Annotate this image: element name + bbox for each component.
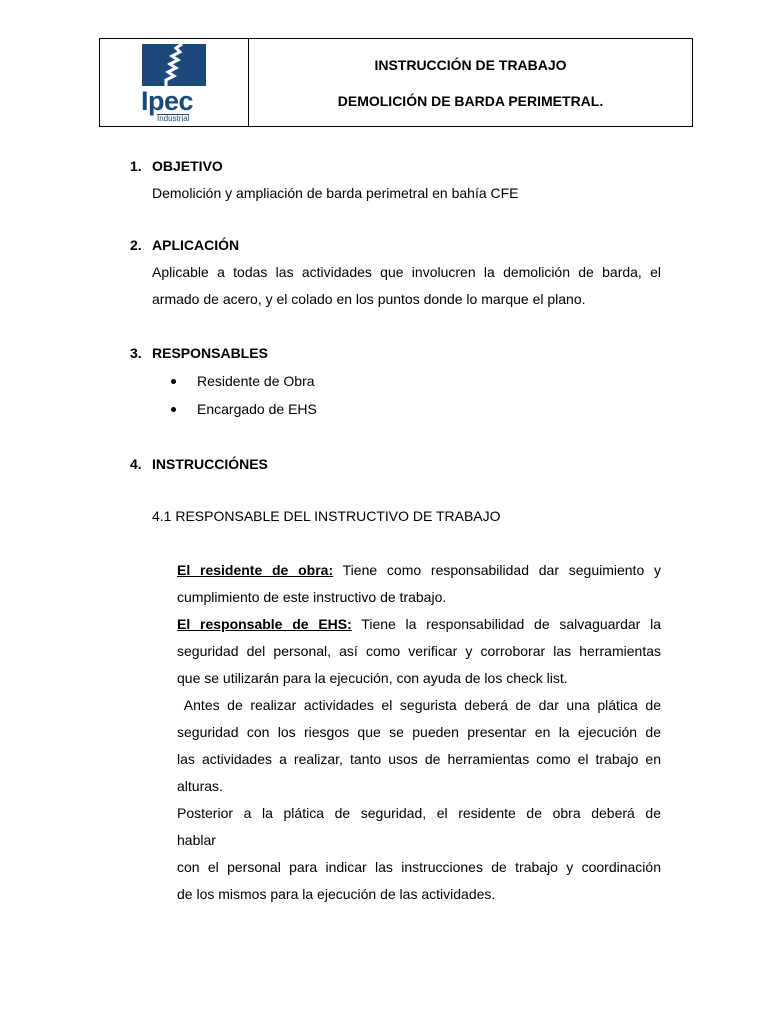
header-title-cell [249,39,692,126]
text-line: cumplimiento de este instructivo de trabajo. [177,589,447,605]
ehs-label: El responsable de EHS: [177,616,352,632]
section-number: 4. [130,456,142,472]
text-line: que se utilizarán para la ejecución, con ayuda de los check list. [177,670,568,686]
document-subtitle: DEMOLICIÓN DE BARDA PERIMETRAL. [337,92,604,109]
text-line: de los mismos para la ejecución de las actividades. [177,886,496,902]
bullet-icon [171,407,176,412]
section-title: APLICACIÓN [152,237,240,253]
logo-cell [100,39,249,126]
text-line [177,611,661,638]
text-line: las actividades a realizar, tanto usos de herramientas como el trabajo en [177,751,661,767]
text-line: seguridad del personal, así como verificar y corroborar las herramientas [177,643,661,659]
text-line: Antes de realizar actividades el segurista deberá de dar una plática de [177,697,661,713]
text-line: hablar [177,832,216,848]
text-fragment: Tiene como responsabilidad dar seguimiento y [342,562,661,578]
text-line [177,557,661,584]
text-line: alturas. [177,778,223,794]
ipec-logo-icon [141,44,207,122]
instrucciones-body [177,557,661,908]
text-line: seguridad con los riesgos que se pueden presentar en la ejecución de [177,724,661,740]
logo-subtext: Industrial [157,113,190,123]
text-fragment: Tiene la responsabilidad de salvaguardar la [361,616,661,632]
text-line: Posterior a la plática de seguridad, el residente de obra deberá de [177,805,661,821]
list-item-label: Encargado de EHS [197,401,317,417]
section-aplicacion-heading [130,237,239,253]
section-responsables-heading [130,345,268,361]
section-objetivo-heading [130,158,223,174]
bullet-icon [171,379,176,384]
aplicacion-text [152,259,661,313]
section-number: 2. [130,237,142,253]
document-title: INSTRUCCIÓN DE TRABAJO [374,56,567,73]
section-title: INSTRUCCIÓNES [152,456,268,472]
text-line: armado de acero, y el colado en los puntos donde lo marque el plano. [152,291,586,307]
subsection-heading: 4.1 RESPONSABLE DEL INSTRUCTIVO DE TRABAJO [152,508,501,524]
section-instrucciones-heading [130,456,268,472]
logo-text: Ipec [141,85,194,116]
document-header [99,38,693,127]
list-item-label: Residente de Obra [197,373,315,389]
residente-label: El residente de obra: [177,562,334,578]
section-number: 1. [130,158,142,174]
section-title: RESPONSABLES [152,345,268,361]
text-line: con el personal para indicar las instrucciones de trabajo y coordinación [177,859,661,875]
objetivo-text: Demolición y ampliación de barda perimetral en bahía CFE [152,185,519,201]
section-title: OBJETIVO [152,158,223,174]
text-line: Aplicable a todas las actividades que involucren la demolición de barda, el [152,264,661,280]
section-number: 3. [130,345,142,361]
